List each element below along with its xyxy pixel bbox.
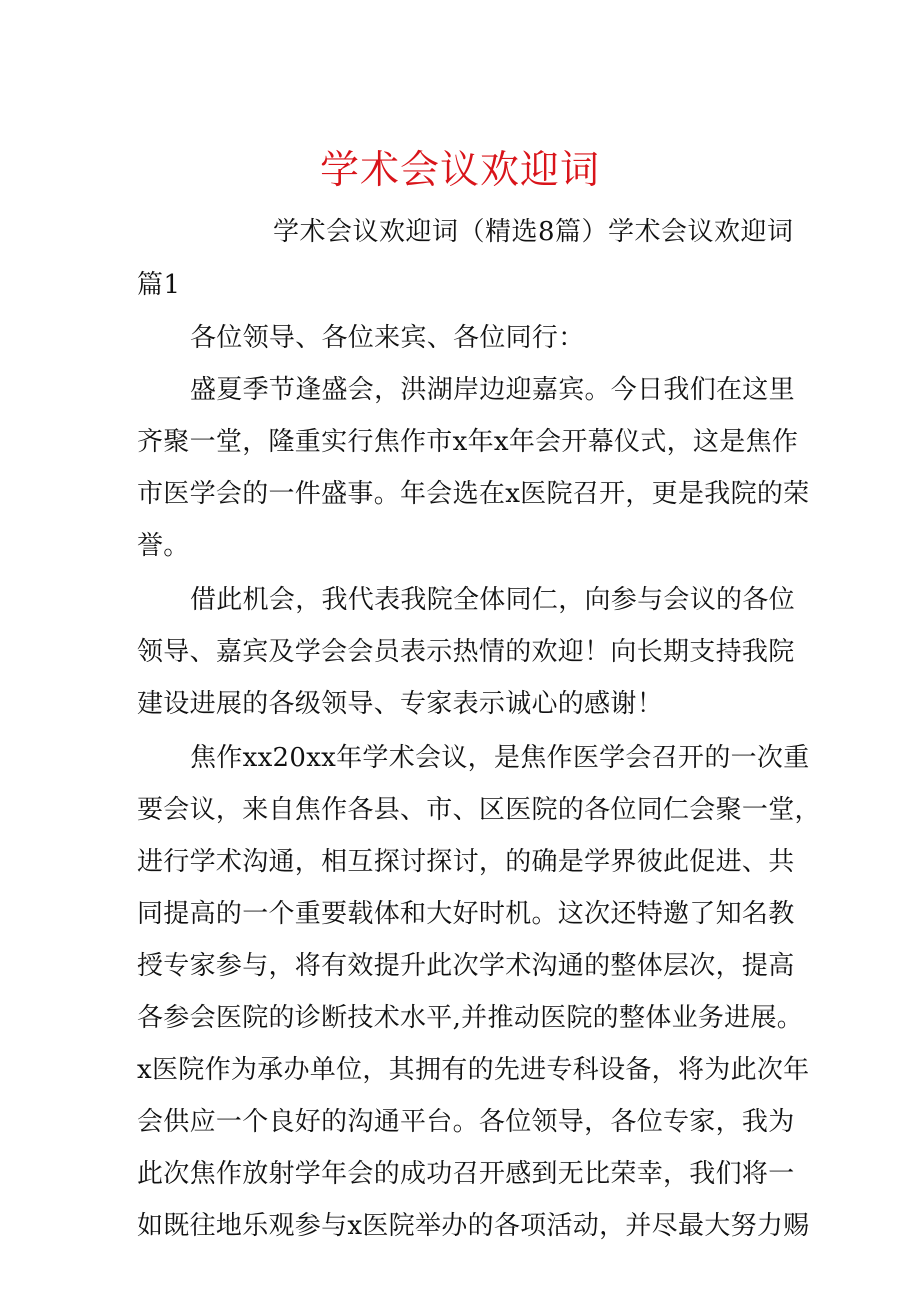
paragraph-3-line-7: x医院作为承办单位，其拥有的先进专科设备，将为此次年 — [137, 1055, 810, 1085]
document-title: 学术会议欢迎词 — [319, 148, 600, 193]
salutation-line: 各位领导、各位来宾、各位同行： — [190, 323, 585, 353]
paragraph-3-line-1: 焦作xx20xx年学术会议，是焦作医学会召开的一次重 — [190, 743, 810, 773]
paragraph-3-line-9: 此次焦作放射学年会的成功召开感到无比荣幸，我们将一 — [137, 1159, 795, 1189]
body-text — [137, 312, 821, 1252]
paragraph-3-line-3: 进行学术沟通，相互探讨探讨，的确是学界彼此促进、共 — [137, 847, 795, 877]
paragraph-1-line-1: 盛夏季节逢盛会，洪湖岸边迎嘉宾。今日我们在这里 — [190, 375, 795, 405]
paragraph-3-line-6: 各参会医院的诊断技术水平,并推动医院的整体业务进展。 — [137, 1003, 804, 1033]
paragraph-3-line-8: 会供应一个良好的沟通平台。各位领导，各位专家，我为 — [137, 1107, 795, 1137]
paragraph-3-line-10: 如既往地乐观参与x医院举办的各项活动，并尽最大努力赐 — [137, 1211, 810, 1241]
paragraph-2-line-1: 借此机会，我代表我院全体同仁，向参与会议的各位 — [190, 585, 795, 615]
paragraph-2-line-3: 建设进展的各级领导、专家表示诚心的感谢！ — [137, 689, 664, 719]
paragraph-2-line-2: 领导、嘉宾及学会会员表示热情的欢迎！向长期支持我院 — [137, 637, 795, 667]
paragraph-1-line-4: 誉。 — [137, 531, 190, 561]
paragraph-3-line-5: 授专家参与，将有效提升此次学术沟通的整体层次，提高 — [137, 951, 795, 981]
paragraph-3-line-2: 要会议，来自焦作各县、市、区医院的各位同仁会聚一堂， — [137, 795, 821, 825]
subtitle-line-2: 篇1 — [137, 270, 181, 300]
paragraph-1-line-2: 齐聚一堂，隆重实行焦作市x年x年会开幕仪式，这是焦作 — [137, 427, 799, 457]
paragraph-3-line-4: 同提高的一个重要载体和大好时机。这次还特邀了知名教 — [137, 899, 795, 929]
subtitle-line-1: 学术会议欢迎词（精选8篇）学术会议欢迎词 — [273, 217, 794, 247]
paragraph-1-line-3: 市医学会的一件盛事。年会选在x医院召开，更是我院的荣 — [137, 479, 810, 509]
